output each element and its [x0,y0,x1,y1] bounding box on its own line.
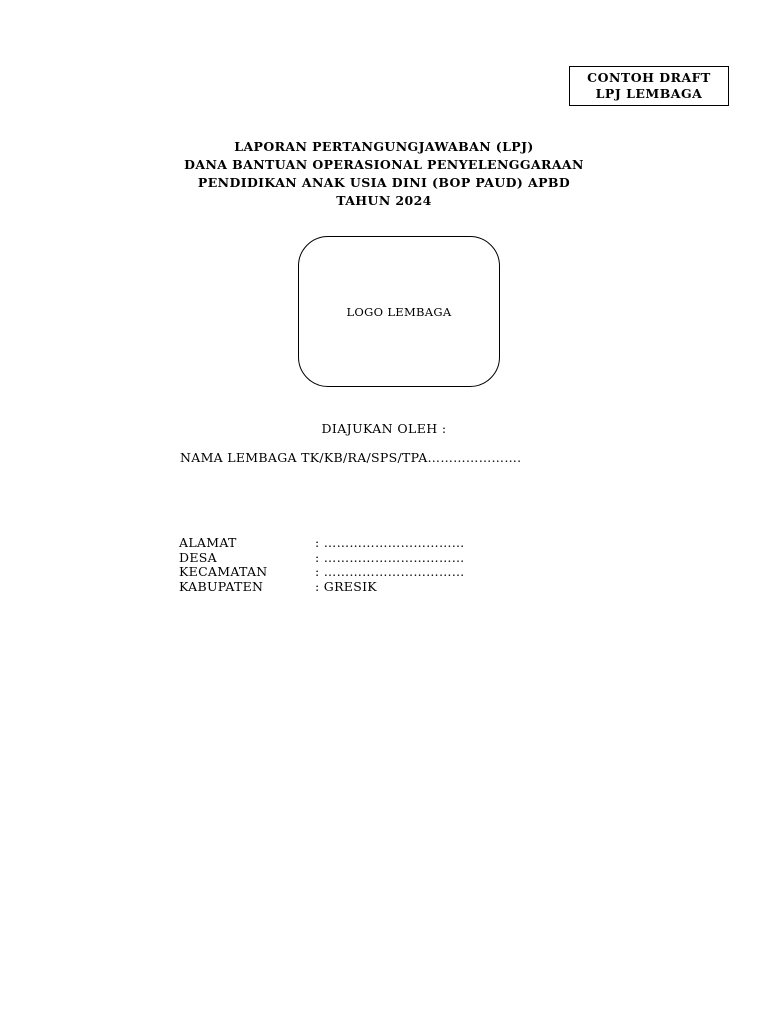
submitted-by-label: DIAJUKAN OLEH : [321,421,447,436]
title-line4: TAHUN 2024 [336,193,432,208]
institution-name-field: NAMA LEMBAGA TK/KB/RA/SPS/TPA…………………. [180,450,522,465]
info-value: : …………………………… [315,535,465,550]
info-row-desa [179,551,465,566]
info-label: DESA [179,549,217,565]
info-value: : …………………………… [315,549,465,565]
title-line3: PENDIDIKAN ANAK USIA DINI (BOP PAUD) APBD [197,175,571,190]
logo-placeholder-text: LOGO LEMBAGA [346,304,452,319]
info-label: KECAMATAN [179,564,268,579]
info-row-kabupaten [179,580,465,595]
info-value: : GRESIK [315,578,377,594]
info-value: : …………………………… [315,564,465,579]
draft-label-line2: LPJ LEMBAGA [595,86,703,101]
info-row-alamat [179,536,465,551]
info-label: ALAMAT [179,535,237,550]
info-label: KABUPATEN [179,578,264,594]
draft-label-line1: CONTOH DRAFT [587,70,711,85]
draft-label-box [569,66,729,106]
document-title [0,138,768,210]
title-line1: LAPORAN PERTANGUNGJAWABAN (LPJ) [234,139,534,154]
title-line2: DANA BANTUAN OPERASIONAL PENYELENGGARAAN [184,157,584,172]
logo-placeholder-box [298,236,500,387]
info-table [179,536,465,594]
info-row-kecamatan [179,565,465,580]
